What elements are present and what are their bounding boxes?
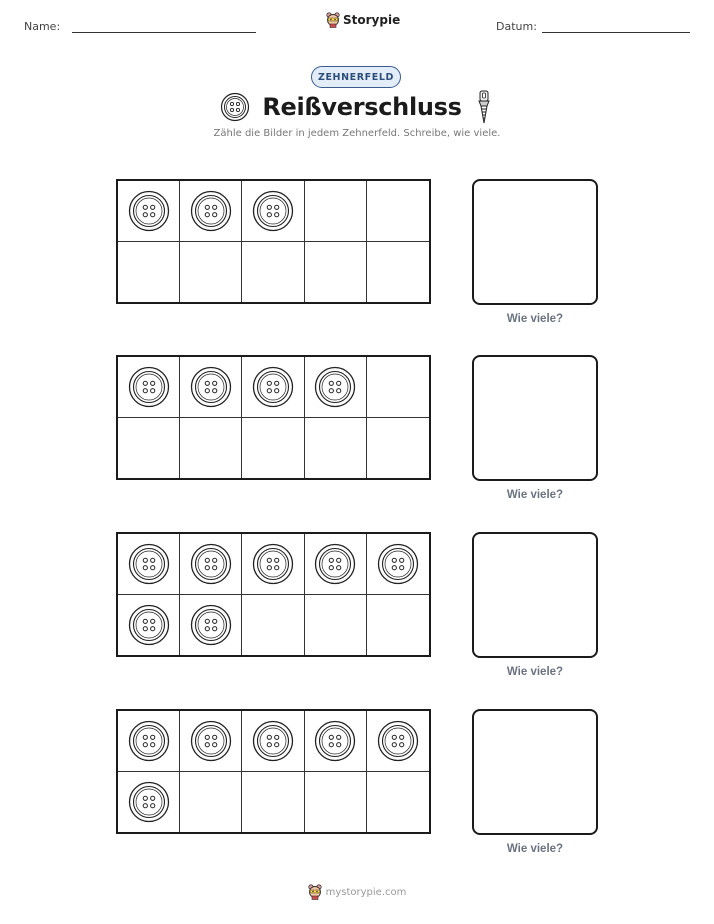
ten-frame-cell bbox=[242, 534, 304, 595]
brand-name: Storypie bbox=[343, 13, 401, 27]
ten-frame-cell bbox=[305, 242, 367, 303]
button-icon bbox=[128, 720, 170, 762]
button-icon bbox=[190, 604, 232, 646]
button-icon bbox=[128, 543, 170, 585]
ten-frame-cell bbox=[305, 357, 367, 418]
ten-frame-cell bbox=[118, 534, 180, 595]
ten-frame-cell bbox=[180, 357, 242, 418]
button-icon bbox=[128, 190, 170, 232]
ten-frame-cell bbox=[180, 772, 242, 833]
button-icon bbox=[314, 720, 356, 762]
ten-frame-cell bbox=[305, 534, 367, 595]
button-icon bbox=[314, 543, 356, 585]
ten-frame-cell bbox=[367, 357, 429, 418]
ten-frame-cell bbox=[118, 357, 180, 418]
title-text: Reißverschluss bbox=[262, 93, 462, 121]
ten-frame-cell bbox=[367, 711, 429, 772]
storypie-mascot-icon bbox=[326, 12, 340, 28]
button-icon bbox=[220, 92, 250, 122]
ten-frame-cell bbox=[118, 772, 180, 833]
button-icon bbox=[252, 366, 294, 408]
ten-frame-cell bbox=[118, 418, 180, 479]
instructions: Zähle die Bilder in jedem Zehnerfeld. Schreibe, wie viele. bbox=[213, 128, 501, 139]
ten-frame-cell bbox=[180, 534, 242, 595]
ten-frame-cell bbox=[367, 772, 429, 833]
ten-frame-cell bbox=[367, 181, 429, 242]
button-icon bbox=[190, 720, 232, 762]
button-icon bbox=[128, 366, 170, 408]
storypie-mascot-icon bbox=[308, 884, 322, 900]
answer-label: Wie viele? bbox=[506, 843, 564, 855]
ten-frame-cell bbox=[305, 711, 367, 772]
button-icon bbox=[128, 604, 170, 646]
ten-frame-cell bbox=[305, 418, 367, 479]
answer-label: Wie viele? bbox=[506, 313, 564, 325]
date-label: Datum: bbox=[496, 20, 537, 33]
date-line[interactable] bbox=[542, 32, 690, 33]
answer-box[interactable] bbox=[472, 355, 598, 481]
answer-box[interactable] bbox=[472, 179, 598, 305]
name-label: Name: bbox=[24, 20, 61, 33]
ten-frame-cell bbox=[305, 181, 367, 242]
ten-frame-cell bbox=[242, 711, 304, 772]
ten-frame-cell bbox=[242, 242, 304, 303]
button-icon bbox=[377, 543, 419, 585]
topic-badge: ZEHNERFELD bbox=[311, 66, 401, 88]
ten-frame-cell bbox=[305, 595, 367, 656]
button-icon bbox=[377, 720, 419, 762]
button-icon bbox=[190, 190, 232, 232]
answer-box[interactable] bbox=[472, 709, 598, 835]
ten-frame-cell bbox=[180, 181, 242, 242]
answer-label: Wie viele? bbox=[506, 666, 564, 678]
ten-frame-cell bbox=[242, 357, 304, 418]
ten-frame-cell bbox=[180, 595, 242, 656]
ten-frame-cell bbox=[242, 418, 304, 479]
button-icon bbox=[128, 781, 170, 823]
ten-frame-cell bbox=[367, 418, 429, 479]
ten-frame-cell bbox=[367, 595, 429, 656]
ten-frame-cell bbox=[305, 772, 367, 833]
page-title bbox=[220, 89, 494, 125]
ten-frame-cell bbox=[242, 772, 304, 833]
button-icon bbox=[314, 366, 356, 408]
ten-frame-cell bbox=[367, 242, 429, 303]
ten-frame-cell bbox=[242, 595, 304, 656]
ten-frame-cell bbox=[118, 242, 180, 303]
button-icon bbox=[190, 543, 232, 585]
brand-logo bbox=[326, 12, 400, 28]
ten-frame-cell bbox=[367, 534, 429, 595]
ten-frame bbox=[116, 355, 431, 480]
button-icon bbox=[252, 543, 294, 585]
ten-frame bbox=[116, 179, 431, 304]
answer-label: Wie viele? bbox=[506, 489, 564, 501]
ten-frame-cell bbox=[180, 711, 242, 772]
ten-frame-cell bbox=[180, 242, 242, 303]
ten-frame-cell bbox=[180, 418, 242, 479]
answer-box[interactable] bbox=[472, 532, 598, 658]
ten-frame-cell bbox=[118, 595, 180, 656]
button-icon bbox=[252, 190, 294, 232]
ten-frame-cell bbox=[118, 711, 180, 772]
ten-frame-cell bbox=[242, 181, 304, 242]
ten-frame bbox=[116, 532, 431, 657]
zipper-icon bbox=[474, 90, 494, 124]
button-icon bbox=[252, 720, 294, 762]
name-line[interactable] bbox=[72, 32, 256, 33]
footer bbox=[0, 884, 714, 900]
ten-frame bbox=[116, 709, 431, 834]
button-icon bbox=[190, 366, 232, 408]
footer-url: mystorypie.com bbox=[325, 886, 407, 898]
ten-frame-cell bbox=[118, 181, 180, 242]
